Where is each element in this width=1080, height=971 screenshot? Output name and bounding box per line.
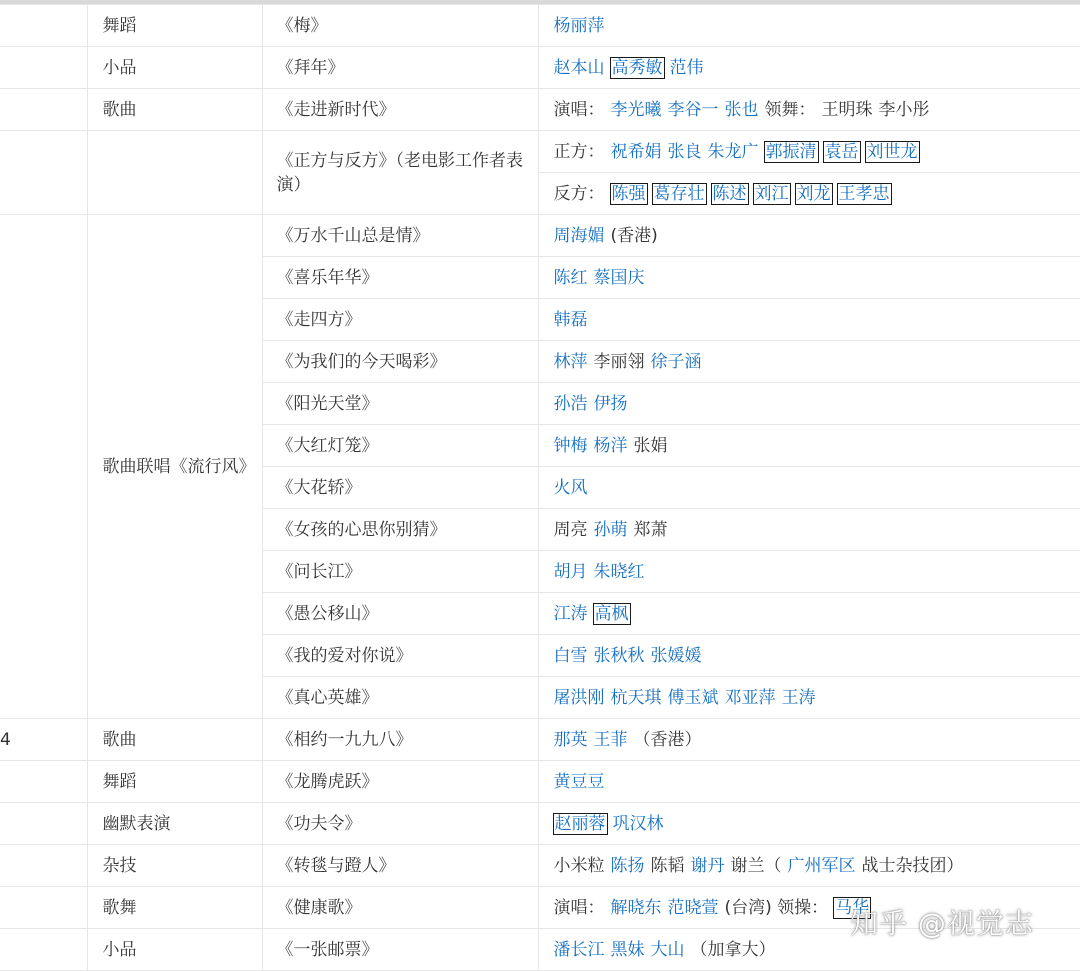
performers-cell	[538, 635, 1080, 677]
performer-link[interactable]: 黄豆豆	[553, 771, 605, 792]
performer-text: 演唱：	[553, 99, 605, 120]
performer-link[interactable]: 李光曦	[610, 99, 662, 120]
performer-link[interactable]: 韩磊	[553, 309, 588, 330]
program-title-cell: 《阳光天堂》	[262, 383, 538, 425]
table-row	[0, 5, 1080, 47]
performers-cell	[538, 89, 1080, 131]
performer-link[interactable]: 张媛媛	[650, 645, 702, 666]
program-title-cell: 《梅》	[262, 5, 538, 47]
performers-cell	[538, 593, 1080, 635]
performer-link[interactable]: 葛存壮	[653, 183, 705, 204]
performer-text: （加拿大）	[690, 939, 776, 960]
performers-cell	[538, 341, 1080, 383]
program-title-cell: 《转毯与蹬人》	[262, 845, 538, 887]
program-title-cell: 《真心英雄》	[262, 677, 538, 719]
performer-link[interactable]: 郭振清	[765, 141, 817, 162]
zhihu-watermark: 知乎 @视觉志	[850, 907, 1034, 940]
row-number-cell	[0, 131, 87, 215]
performer-text: 小米粒	[553, 855, 605, 876]
row-number-cell	[0, 887, 87, 929]
performers-cell	[538, 425, 1080, 467]
row-number-cell	[0, 47, 87, 89]
performer-link[interactable]: 大山	[650, 939, 685, 960]
performer-link[interactable]: 江涛	[553, 603, 588, 624]
performer-text: 王明珠	[821, 99, 873, 120]
performer-link[interactable]: 钟梅	[553, 435, 588, 456]
performer-link[interactable]: 广州军区	[787, 855, 856, 876]
program-table-body	[0, 5, 1080, 971]
performers-cell	[538, 47, 1080, 89]
performers-cell	[538, 677, 1080, 719]
performer-link[interactable]: 周海媚	[553, 225, 605, 246]
performers-cell	[538, 509, 1080, 551]
program-type-cell: 幽默表演	[87, 803, 262, 845]
performer-link[interactable]: 范晓萱	[667, 897, 719, 918]
performer-text: 战士杂技团）	[861, 855, 964, 876]
performer-link[interactable]: 谢丹	[690, 855, 725, 876]
table-row	[0, 803, 1080, 845]
program-title-cell: 《走进新时代》	[262, 89, 538, 131]
performer-link[interactable]: 胡月	[553, 561, 588, 582]
performer-link[interactable]: 杭天琪	[610, 687, 662, 708]
performer-link[interactable]: 孙萌	[593, 519, 628, 540]
performers-cell	[538, 299, 1080, 341]
program-title-cell: 《女孩的心思你别猜》	[262, 509, 538, 551]
performer-link[interactable]: 范伟	[669, 57, 704, 78]
program-type-cell: 舞蹈	[87, 5, 262, 47]
row-number-cell	[0, 761, 87, 803]
performer-text: 演唱：	[553, 897, 605, 918]
program-title-cell: 《喜乐年华》	[262, 257, 538, 299]
program-title-cell: 《走四方》	[262, 299, 538, 341]
table-row	[0, 845, 1080, 887]
performer-link[interactable]: 刘江	[754, 183, 789, 204]
program-type-cell: 舞蹈	[87, 761, 262, 803]
performers-cell	[538, 173, 1080, 215]
performer-text: 郑萧	[633, 519, 668, 540]
program-title-cell: 《大花轿》	[262, 467, 538, 509]
performer-link[interactable]: 伊扬	[593, 393, 628, 414]
performers-cell	[538, 5, 1080, 47]
performer-link[interactable]: 徐子涵	[650, 351, 702, 372]
program-title-cell: 《万水千山总是情》	[262, 215, 538, 257]
performer-link[interactable]: 张秋秋	[593, 645, 645, 666]
performer-link[interactable]: 屠洪刚	[553, 687, 605, 708]
program-type-cell: 歌曲	[87, 89, 262, 131]
performer-link[interactable]: 祝希娟	[610, 141, 662, 162]
performers-cell	[538, 551, 1080, 593]
row-number-cell	[0, 5, 87, 47]
performer-link[interactable]: 刘世龙	[866, 141, 918, 162]
program-table	[0, 4, 1080, 971]
performer-link[interactable]: 解晓东	[610, 897, 662, 918]
performer-link[interactable]: 张也	[724, 99, 759, 120]
performer-link[interactable]: 邓亚萍	[724, 687, 776, 708]
performers-cell	[538, 131, 1080, 173]
performer-link[interactable]: 杨丽萍	[553, 15, 605, 36]
row-number-cell	[0, 929, 87, 971]
program-type-cell: 歌曲	[87, 719, 262, 761]
performer-link[interactable]: 王涛	[781, 687, 816, 708]
performer-link[interactable]: 陈强	[611, 183, 646, 204]
performer-text: 周亮	[553, 519, 588, 540]
performer-link[interactable]: 王菲	[593, 729, 628, 750]
program-title-cell: 《正方与反方》（老电影工作者表演）	[262, 131, 538, 215]
performers-cell	[538, 761, 1080, 803]
performer-link[interactable]: 高秀敏	[611, 57, 663, 78]
program-title-cell: 《相约一九九八》	[262, 719, 538, 761]
program-title-cell: 《大红灯笼》	[262, 425, 538, 467]
performer-text: 领舞：	[764, 99, 816, 120]
performers-cell	[538, 383, 1080, 425]
performer-text: （香港）	[633, 729, 702, 750]
performer-link[interactable]: 马华	[835, 897, 870, 918]
row-number-cell	[0, 89, 87, 131]
performer-link[interactable]: 火风	[553, 477, 588, 498]
performer-link[interactable]: 李谷一	[667, 99, 719, 120]
performer-text: 谢兰（	[730, 855, 782, 876]
program-type-cell: 小品	[87, 47, 262, 89]
performer-link[interactable]: 陈红	[553, 267, 588, 288]
performer-link[interactable]: 陈扬	[610, 855, 645, 876]
performer-text: 李丽翎	[593, 351, 645, 372]
table-row	[0, 131, 1080, 173]
program-title-cell: 《问长江》	[262, 551, 538, 593]
performer-link[interactable]: 高枫	[594, 603, 629, 624]
program-type-cell	[87, 131, 262, 215]
program-title-cell: 《健康歌》	[262, 887, 538, 929]
program-title-cell: 《愚公移山》	[262, 593, 538, 635]
row-number-cell	[0, 215, 87, 719]
performers-cell	[538, 467, 1080, 509]
performer-link[interactable]: 潘长江	[553, 939, 605, 960]
table-row	[0, 215, 1080, 257]
performer-link[interactable]: 巩汉林	[612, 813, 664, 834]
program-title-cell: 《拜年》	[262, 47, 538, 89]
performer-text: (台湾) 领操：	[724, 897, 829, 918]
performer-link[interactable]: 蔡国庆	[593, 267, 645, 288]
performer-link[interactable]: 傅玉斌	[667, 687, 719, 708]
performer-text: (香港)	[610, 225, 658, 246]
performer-link[interactable]: 白雪	[553, 645, 588, 666]
program-title-cell: 《我的爱对你说》	[262, 635, 538, 677]
row-number-cell	[0, 845, 87, 887]
performer-link[interactable]: 那英	[553, 729, 588, 750]
program-type-cell: 杂技	[87, 845, 262, 887]
performer-link[interactable]: 林萍	[553, 351, 588, 372]
row-number-cell: 4	[0, 719, 87, 761]
performers-cell	[538, 803, 1080, 845]
performer-link[interactable]: 朱龙广	[707, 141, 759, 162]
performer-text: 反方：	[553, 183, 605, 204]
table-row	[0, 89, 1080, 131]
performer-link[interactable]: 赵丽蓉	[554, 813, 606, 834]
program-type-cell: 小品	[87, 929, 262, 971]
table-row	[0, 719, 1080, 761]
program-title-cell: 《功夫令》	[262, 803, 538, 845]
program-title-cell: 《为我们的今天喝彩》	[262, 341, 538, 383]
program-title-cell: 《龙腾虎跃》	[262, 761, 538, 803]
table-row	[0, 47, 1080, 89]
performer-text: 正方：	[553, 141, 605, 162]
performer-link[interactable]: 陈述	[712, 183, 747, 204]
performer-link[interactable]: 杨洋	[593, 435, 628, 456]
performer-text: 陈韬	[650, 855, 685, 876]
performer-link[interactable]: 黑妹	[610, 939, 645, 960]
performer-link[interactable]: 张良	[667, 141, 702, 162]
performer-link[interactable]: 刘龙	[796, 183, 831, 204]
performer-text: 张娟	[633, 435, 668, 456]
performers-cell	[538, 257, 1080, 299]
performers-cell	[538, 215, 1080, 257]
performer-link[interactable]: 袁岳	[824, 141, 859, 162]
performer-link[interactable]: 王孝忠	[838, 183, 890, 204]
program-type-cell: 歌曲联唱《流行风》	[87, 215, 262, 719]
performer-link[interactable]: 朱晓红	[593, 561, 645, 582]
performers-cell	[538, 719, 1080, 761]
program-type-cell: 歌舞	[87, 887, 262, 929]
performer-link[interactable]: 赵本山	[553, 57, 605, 78]
performer-text: 李小彤	[878, 99, 930, 120]
performer-link[interactable]: 孙浩	[553, 393, 588, 414]
row-number-cell	[0, 803, 87, 845]
table-row	[0, 761, 1080, 803]
performers-cell	[538, 845, 1080, 887]
program-title-cell: 《一张邮票》	[262, 929, 538, 971]
